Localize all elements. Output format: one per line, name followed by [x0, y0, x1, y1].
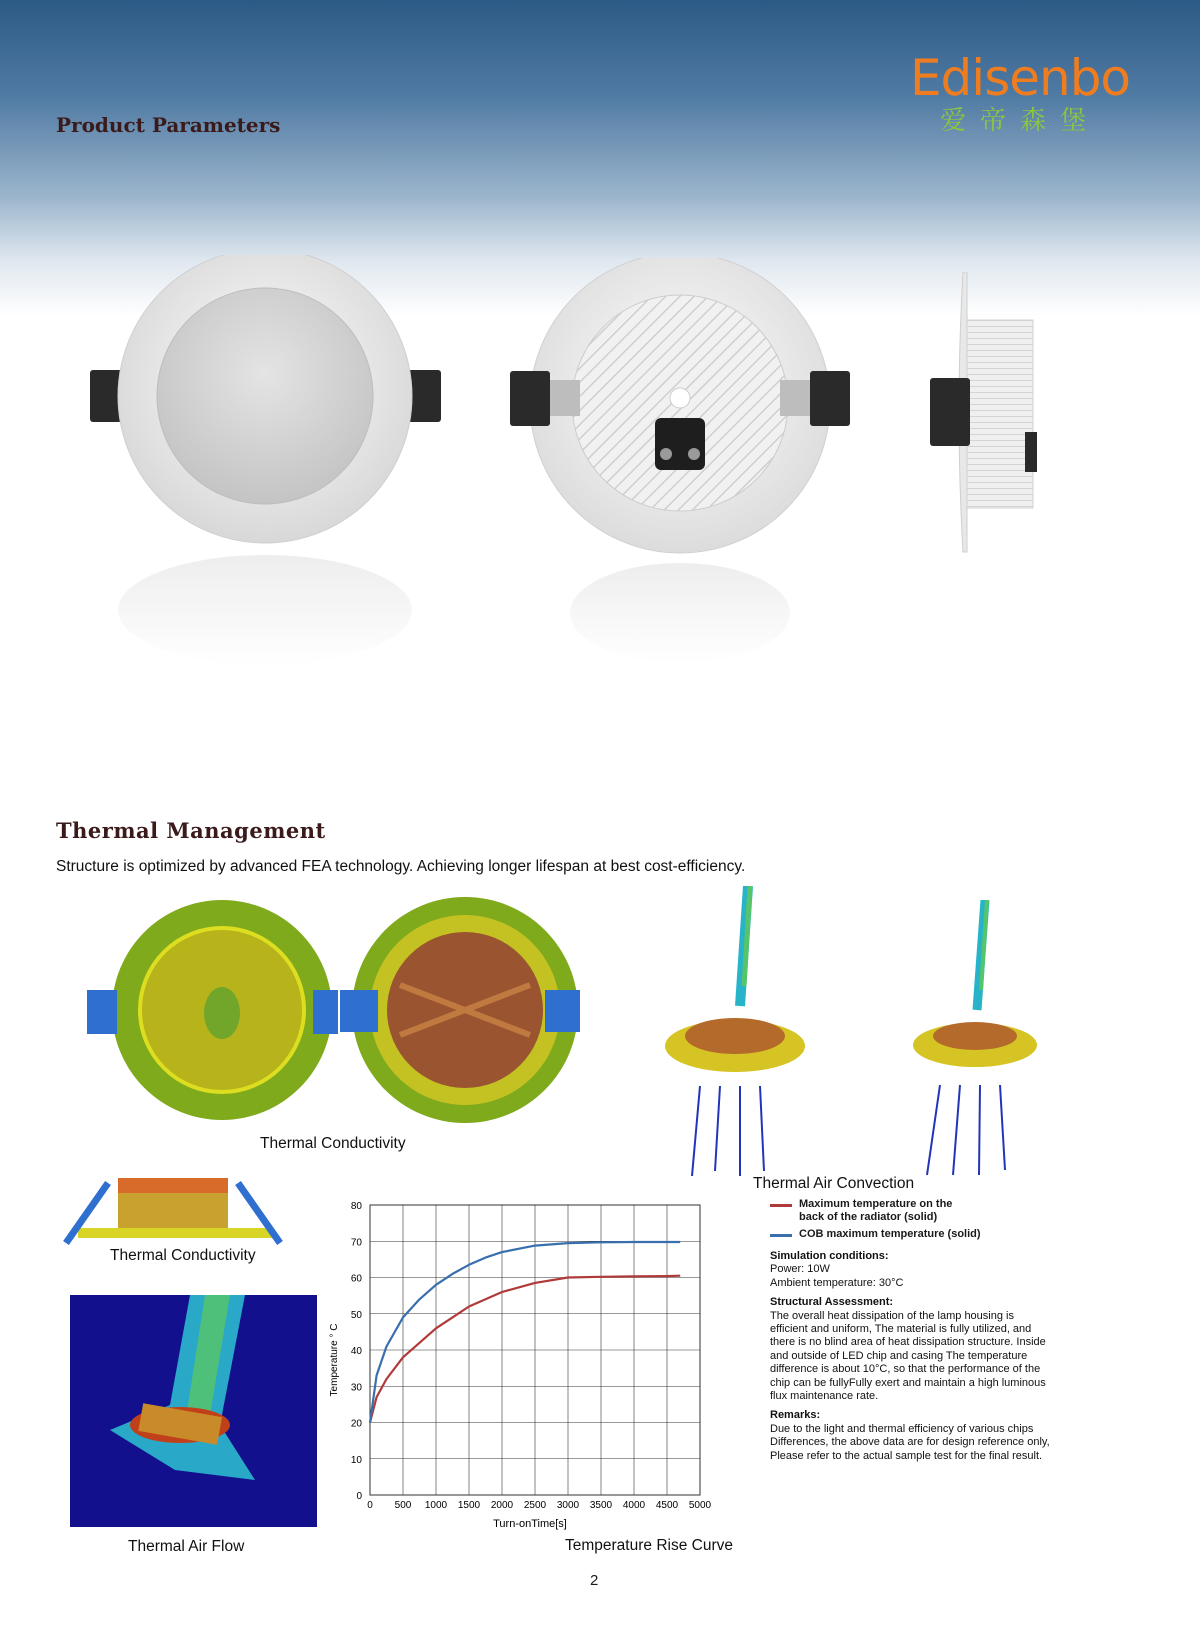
caption-thermal-conductivity-top: Thermal Conductivity — [260, 1135, 406, 1152]
chart-x-tick-label: 1000 — [424, 1500, 448, 1511]
thermal-intro-text: Structure is optimized by advanced FEA technology. Achieving longer lifespan at best cost-efficiency. — [56, 858, 746, 875]
legend-item-radiator — [770, 1198, 981, 1224]
brand-logo — [905, 50, 1135, 136]
chart-x-tick-label: 500 — [394, 1500, 412, 1511]
chart-x-tick-label: 3000 — [556, 1500, 580, 1511]
temperature-rise-chart — [325, 1190, 725, 1535]
chart-y-tick-label: 80 — [350, 1201, 362, 1212]
thermal-conductivity-back-image — [340, 895, 580, 1125]
chart-x-tick-label: 5000 — [688, 1500, 712, 1511]
simulation-conditions-title: Simulation conditions: — [770, 1250, 889, 1262]
chart-y-tick-label: 30 — [350, 1382, 362, 1394]
chart-x-tick-label: 4500 — [655, 1500, 679, 1511]
thermal-air-flow-image — [70, 1295, 317, 1527]
legend-swatch-cob — [770, 1234, 792, 1237]
chart-x-tick-label: 2000 — [490, 1500, 514, 1511]
caption-thermal-conductivity-side: Thermal Conductivity — [110, 1247, 256, 1264]
chart-y-tick-label: 0 — [356, 1491, 362, 1502]
chart-y-tick-label: 10 — [350, 1454, 362, 1466]
thermal-air-convection-image-1 — [660, 886, 810, 1186]
product-front-image — [85, 255, 445, 675]
chart-legend — [770, 1198, 981, 1245]
chart-x-label: Turn-onTime[s] — [493, 1518, 567, 1530]
product-side-image — [925, 272, 1045, 572]
chart-y-tick-label: 60 — [350, 1273, 362, 1285]
chart-grid — [370, 1205, 700, 1495]
caption-thermal-air-convection: Thermal Air Convection — [753, 1175, 915, 1192]
legend-label-cob: COB maximum temperature (solid) — [799, 1228, 981, 1240]
chart-x-tick-label: 3500 — [589, 1500, 613, 1511]
chart-x-tick-label: 4000 — [622, 1500, 646, 1511]
chart-y-tick-label: 70 — [350, 1237, 362, 1249]
product-back-image — [505, 258, 865, 678]
chart-y-tick-label: 50 — [350, 1309, 362, 1321]
brand-name-cn: 爱帝森堡 — [939, 106, 1100, 136]
chart-y-tick-label: 20 — [350, 1418, 362, 1430]
page-number: 2 — [590, 1572, 599, 1589]
section-title-product-parameters: Product Parameters — [56, 113, 281, 137]
chart-y-tick-label: 40 — [350, 1346, 362, 1357]
caption-temperature-rise-curve: Temperature Rise Curve — [565, 1537, 733, 1554]
simulation-power: Power: 10W — [770, 1263, 830, 1276]
structural-assessment-title: Structural Assessment: — [770, 1296, 894, 1309]
simulation-ambient: Ambient temperature: 30°C — [770, 1276, 904, 1289]
thermal-conductivity-side-image — [58, 1168, 288, 1253]
chart-x-tick-label: 1500 — [457, 1500, 481, 1511]
remarks-text: Due to the light and thermal efficiency of various chips Differences, the above data are for design reference only, Please refer to the actual sample test for the final result. — [770, 1422, 1050, 1462]
chart-y-label: Temperature ° C — [329, 1323, 340, 1397]
brand-name-en: Edisenbo — [909, 49, 1131, 107]
legend-swatch-radiator — [770, 1204, 792, 1207]
structural-assessment-text: The overall heat dissipation of the lamp housing is efficient and uniform, The material is fully utilized, and there is no blind area of heat dissipation structure. Inside and outside of LED chip and casing The temperature difference is about 10°C, so that the performance of the chip can be fullyFully exert and maintain a high luminous flux maintenance rate. — [770, 1309, 1046, 1403]
simulation-notes — [770, 1250, 1050, 1469]
remarks-title: Remarks: — [770, 1409, 821, 1422]
legend-item-cob — [770, 1228, 981, 1241]
caption-thermal-air-flow: Thermal Air Flow — [128, 1538, 245, 1555]
section-title-thermal-management: Thermal Management — [56, 818, 326, 843]
thermal-conductivity-front-image — [85, 898, 340, 1123]
thermal-air-convection-image-2 — [905, 900, 1045, 1185]
legend-label-radiator: Maximum temperature on the back of the radiator (solid) — [799, 1198, 953, 1223]
chart-x-tick-label: 0 — [367, 1500, 373, 1511]
chart-x-tick-label: 2500 — [523, 1500, 547, 1511]
